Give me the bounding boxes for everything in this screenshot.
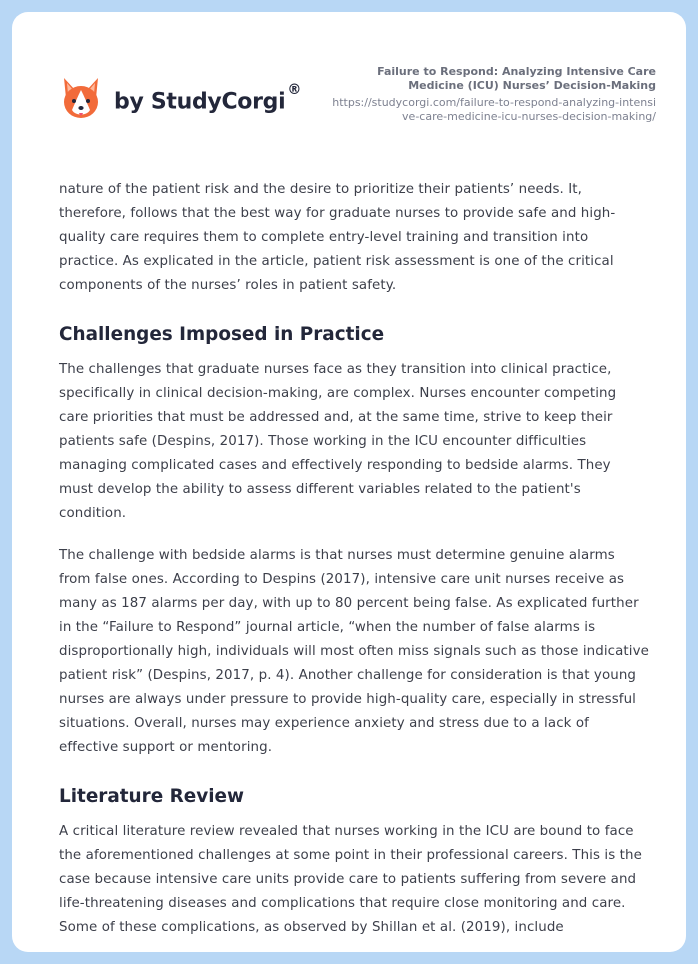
section-heading-literature-review: Literature Review (59, 786, 244, 807)
intro-paragraph: nature of the patient risk and the desire to prioritize their patients’ needs. It, therefore, follows that the best way for graduate nurses to provide safe and high-quality care requires them to complete entry-level training and transition into practice. As explicated in the article, patient risk assessment is one of the critical components of the nurses’ roles in patient safety. (59, 182, 616, 293)
document-page (12, 12, 686, 952)
challenges-paragraph-2: The challenge with bedside alarms is that nurses must determine genuine alarms from false ones. According to Despins (2017), intensive care unit nurses receive as many as 187 alarms per day, with up to 80 percent being false. As explicated further in the “Failure to Respond” journal article, “when the number of false alarms is disproportionally high, individuals will most often miss signals such as those indicative patient risk” (Despins, 2017, p. 4). Another challenge for consideration is that young nurses are always under pressure to provide high-quality care, especially in stressful situations. Overall, nurses may experience anxiety and stress due to a lack of effective support or mentoring. (59, 548, 649, 755)
article-content (59, 178, 649, 940)
page-header (12, 12, 686, 162)
literature-review-paragraph: A critical literature review revealed that nurses working in the ICU are bound to face the aforementioned challenges at some point in their professional careers. This is the case because intensive care units provide care to patients suffering from severe and life-threatening diseases and complications that require close monitoring and care. Some of these complications, as observed by Shillan et al. (2019), include (59, 824, 642, 935)
studycorgi-logo[interactable] (60, 76, 301, 122)
document-title: Failure to Respond: Analyzing Intensive Care Medicine (ICU) Nurses’ Decision-Making (377, 65, 656, 92)
section-heading-challenges: Challenges Imposed in Practice (59, 324, 385, 345)
corgi-icon (60, 76, 102, 122)
document-meta (326, 65, 656, 124)
brand-name: by StudyCorgi ® (114, 81, 302, 115)
challenges-paragraph-1: The challenges that graduate nurses face as they transition into clinical practice, specifically in clinical decision-making, are complex. Nurses encounter competing care priorities that must be addressed and, at the same time, strive to keep their patients safe (Despins, 2017). Those working in the ICU encounter difficulties managing complicated cases and effectively responding to bedside alarms. They must develop the ability to assess different variables related to the patient's condition. (59, 362, 617, 521)
document-url[interactable]: https://studycorgi.com/failure-to-respond-analyzing-intensive-care-medicine-icu-nurses-decision-making/ (332, 96, 656, 123)
